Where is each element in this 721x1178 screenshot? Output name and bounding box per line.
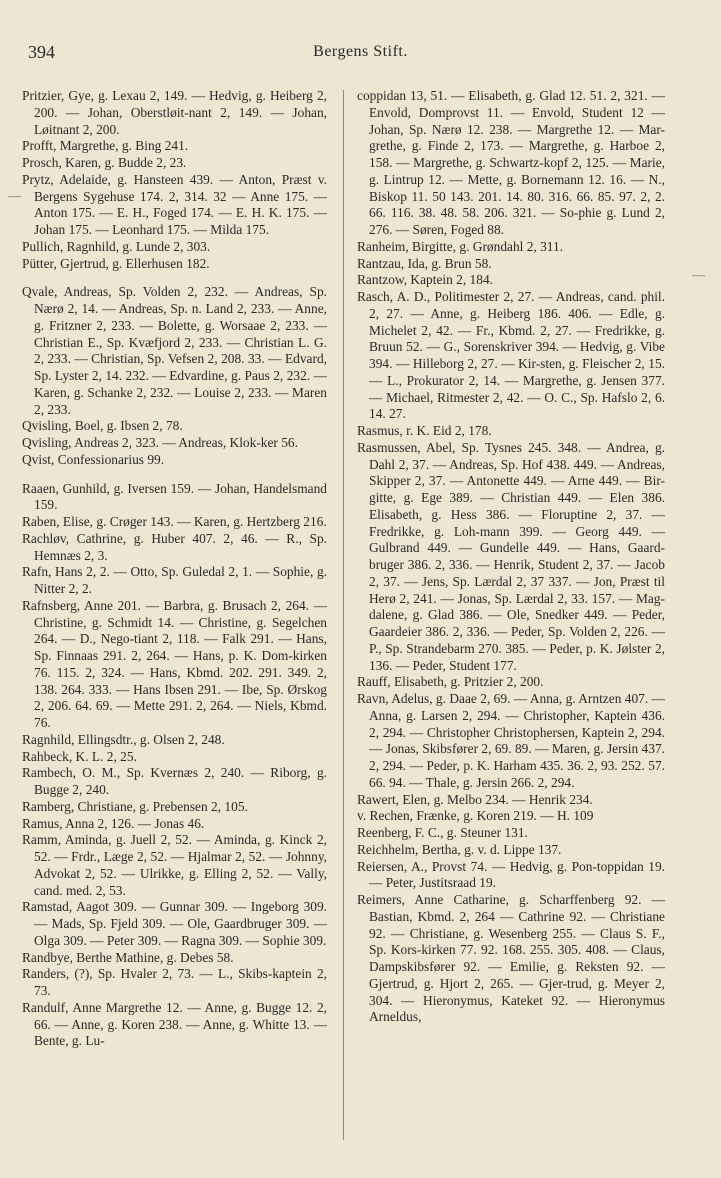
index-entry: Rasmussen, Abel, Sp. Tysnes 245. 348. — Andrea, g. Dahl 2, 37. — Andreas, Sp. Hof 438. 449. — Andreas, Skipper 2, 37. — Antonette 449. — Arne 449. — Bir-gitte, g. Ege 389. — Christian 449. — Elen 386. Elisabeth, g. Hess 386. — Floruptine 2, 37. — Fredrikke, g. Loh-mann 399. — Georg 449. — Gulbrand 449. — Gundelle 449. — Hans, Gaard-bruger 386. 2, 336. — Henrik, Student 2, 37. — Jacob 2, 37. — Jens, Sp. Lærdal 2, 37 337. — Jon, Præst til Herø 2, 241. — Jonas, Sp. Lærdal 2, 33. 157. — Mag-dalene, g. Glad 386. — Ole, Snedker 449. — Peder, Gaardeier 386. 2, 336. — Peder, Sp. Volden 2, 226. — P., Sp. Strandebarm 270. 385. — Peder, p. K. Jølster 2, 136. — Peder, Student 177. bbox=[357, 439, 665, 673]
index-entry: Randers, (?), Sp. Hvaler 2, 73. — L., Skibs-kaptein 2, 73. bbox=[22, 966, 327, 998]
index-entry: Prosch, Karen, g. Budde 2, 23. bbox=[22, 155, 187, 170]
page-title: Bergens Stift. bbox=[313, 43, 408, 60]
index-entry: Reichhelm, Bertha, g. v. d. Lippe 137. bbox=[357, 841, 562, 857]
index-entry: Rawert, Elen, g. Melbo 234. — Henrik 234. bbox=[357, 791, 593, 807]
index-entry: Qvisling, Boel, g. Ibsen 2, 78. bbox=[22, 418, 183, 434]
index-entry: Ranheim, Birgitte, g. Grøndahl 2, 311. bbox=[357, 238, 564, 254]
index-entry: Qvale, Andreas, Sp. Volden 2, 232. — Andreas, Sp. Nærø 2, 14. — Andreas, Sp. n. Land 2, 233. — Anne, g. Fritzner 2, 233. — Bolette, g. Worsaae 2, 233. — Christian E., Sp. Kvæfjord 2, 233. — Christian L. G. 2, 233. — Christian, Sp. Vefsen 2, 208. 33. — Edvard, Sp. Lyster 2, 14. 232. — Edvardine, g. Paus 2, 232. — Karen, g. Schanke 2, 232. — Louise 2, 233. — Maren 2, 233. bbox=[22, 284, 327, 417]
margin-mark: — bbox=[8, 188, 21, 203]
index-entry: Profft, Margrethe, g. Bing 241. bbox=[22, 138, 189, 154]
index-entry: Randbye, Berthe Mathine, g. Debes 58. bbox=[22, 949, 234, 965]
index-entry: Rantzow, Kaptein 2, 184. bbox=[357, 272, 493, 288]
index-entry: Reenberg, F. C., g. Steuner 131. bbox=[357, 825, 528, 840]
index-entry: Rafn, Hans 2, 2. — Otto, Sp. Guledal 2, 1. — Sophie, g. Nitter 2, 2. bbox=[22, 564, 327, 596]
index-entry: Qvisling, Andreas 2, 323. — Andreas, Klok-ker 56. bbox=[22, 435, 298, 450]
index-entry: Qvist, Confessionarius 99. bbox=[22, 451, 165, 467]
index-entry: coppidan 13, 51. — Elisabeth, g. Glad 12. 51. 2, 321. — Envold, Domprovst 11. — Envold, Student 12 — Johan, Sp. Nærø 12. 238. — Margrethe 12. — Mar-grethe, g. Finde 2, 173. — Margrethe, g. Harboe 2, 158. — Margrethe, g. Schwartz-kopf 2, 125. — Marie, g. Lintrup 12. — Mette, g. Bornemann 12. 16. — N., Biskop 11. 50 143. 201. 14. 80. 316. 66. 85. 97. 2, 2. 66. 116. 38. 48. 58. 206. 321. — So-phie g. Lund 2, 276. — Søren, Foged 88. bbox=[357, 88, 665, 237]
index-entry: Rambech, O. M., Sp. Kvernæs 2, 240. — Riborg, g. Bugge 2, 240. bbox=[22, 765, 327, 797]
index-entry: Rahbeck, K. L. 2, 25. bbox=[22, 748, 137, 764]
index-entry: Reiersen, A., Provst 74. — Hedvig, g. Pon-toppidan 19. — Peter, Justitsraad 19. bbox=[357, 858, 665, 891]
index-entry: Randulf, Anne Margrethe 12. — Anne, g. Bugge 12. 2, 66. — Anne, g. Koren 238. — Anne, g. Whitte 13. — Bente, g. Lu- bbox=[22, 999, 327, 1049]
index-entry: Ramus, Anna 2, 126. — Jonas 46. bbox=[22, 815, 205, 831]
index-entry: Raaen, Gunhild, g. Iversen 159. — Johan, Handelsmand 159. bbox=[22, 480, 327, 513]
margin-mark: — bbox=[692, 267, 705, 282]
index-entry: Pütter, Gjertrud, g. Ellerhusen 182. bbox=[22, 255, 210, 271]
index-entry: Ravn, Adelus, g. Daae 2, 69. — Anna, g. Arntzen 407. — Anna, g. Larsen 2, 294. — Christopher, Kaptein 436. 2, 294. — Christopher Christophersen, Kaptein 2, 294. — Jonas, Skibsfører 2, 69. 89. — Maren, g. Jersin 437. 2, 294. — Peder, p. K. Harham 435. 36. 2, 93. 252. 57. 66. 94. — Thale, g. Jersin 266. 2, 294. bbox=[357, 691, 665, 790]
index-entry: Rasmus, r. K. Eid 2, 178. bbox=[357, 423, 492, 438]
index-entry: Rachløv, Cathrine, g. Huber 407. 2, 46. — R., Sp. Hemnæs 2, 3. bbox=[22, 530, 327, 563]
index-entry: Rantzau, Ida, g. Brun 58. bbox=[357, 255, 492, 271]
index-entry: Rafnsberg, Anne 201. — Barbra, g. Brusach 2, 264. — Christine, g. Schmidt 14. — Christine, g. Segelchen 264. — D., Nego-tiant 2, 118. — Falk 291. — Hans, Sp. Finnaas 291. 2, 264. — Hans, p. K. Dom-kirken 76. 115. 2, 324. — Hans, Kbmd. 202. 291. 349. 2, 138. 264. 333. — Hans Ibsen 291. — Ibe, Sp. Ørskog 2, 206. 64. 69. — Mette 291. 2, 264. — Niels, Kbmd. 76. bbox=[22, 597, 327, 730]
index-entry: Pullich, Ragnhild, g. Lunde 2, 303. bbox=[22, 238, 211, 254]
column-divider bbox=[343, 90, 344, 1140]
index-entry: Prytz, Adelaide, g. Hansteen 439. — Anton, Præst v. Bergens Sygehuse 174. 2, 314. 32 — Anne 175. — Anton 175. — E. H., Foged 174. — E. H. K. 175. — Johan 175. — Leonhard 175. — Milda 175. bbox=[22, 171, 327, 237]
index-entry: v. Rechen, Frænke, g. Koren 219. — H. 109 bbox=[357, 808, 594, 824]
index-entry: Rasch, A. D., Politimester 2, 27. — Andreas, cand. phil. 2, 27. — Anne, g. Heiberg 186. 406. — Edle, g. Michelet 2, 42. — Fr., Kbmd. 2, 27. — Fredrikke, g. Bruun 52. — G., Sorenskriver 394. — Hedvig, g. Vibe 394. — Hilleborg 2, 27. — Kir-sten, g. Fleischer 2, 15. — L., Prokurator 2, 14. — Margrethe, g. Jensen 377. — Michael, Ritmester 2, 42. — O. C., Sp. Hafslo 2, 6. 14. 27. bbox=[357, 289, 665, 422]
page-number: 394 bbox=[28, 42, 55, 62]
section-gap bbox=[22, 469, 327, 481]
index-entry: Ragnhild, Ellingsdtr., g. Olsen 2, 248. bbox=[22, 731, 225, 747]
index-entry: Ramberg, Christiane, g. Prebensen 2, 105. bbox=[22, 798, 248, 814]
index-entry: Raben, Elise, g. Crøger 143. — Karen, g. Hertzberg 216. bbox=[22, 514, 327, 529]
left-column bbox=[22, 88, 327, 1050]
index-entry: Pritzier, Gye, g. Lexau 2, 149. — Hedvig, g. Heiberg 2, 200. — Johan, Oberstløit-nant 2, 149. — Johan, Løitnant 2, 200. bbox=[22, 88, 327, 137]
section-gap bbox=[22, 272, 327, 284]
right-column bbox=[357, 88, 665, 1026]
index-entry: Ramm, Aminda, g. Juell 2, 52. — Aminda, g. Kinck 2, 52. — Frdr., Læge 2, 52. — Hjalmar 2, 52. — Johnny, Advokat 2, 52. — Ulrikke, g. Elling 2, 52. — Vally, cand. med. 2, 53. bbox=[22, 832, 327, 898]
index-entry: Rauff, Elisabeth, g. Pritzier 2, 200. bbox=[357, 674, 544, 690]
index-entry: Reimers, Anne Catharine, g. Scharffenberg 92. — Bastian, Kbmd. 2, 264 — Cathrine 92. — Christiane 92. — Christiane, g. Wesenberg 255. — Claus S. F., Sp. Kors-kirken 77. 92. 168. 255. 305. 408. — Claus, Dampskibsfører 92. — Emilie, g. Reksten 92. — Gjertrud, g. Hjort 2, 265. — Gjer-trud, g. Meyer 2, 304. — Hieronymus, Kateket 92. — Hieronymus Arneldus, bbox=[357, 892, 665, 1025]
index-entry: Ramstad, Aagot 309. — Gunnar 309. — Ingeborg 309. — Mads, Sp. Fjeld 309. — Ole, Gaardbruger 309. — Olga 309. — Peter 309. — Ragna 309. — Sophie 309. bbox=[22, 899, 327, 948]
